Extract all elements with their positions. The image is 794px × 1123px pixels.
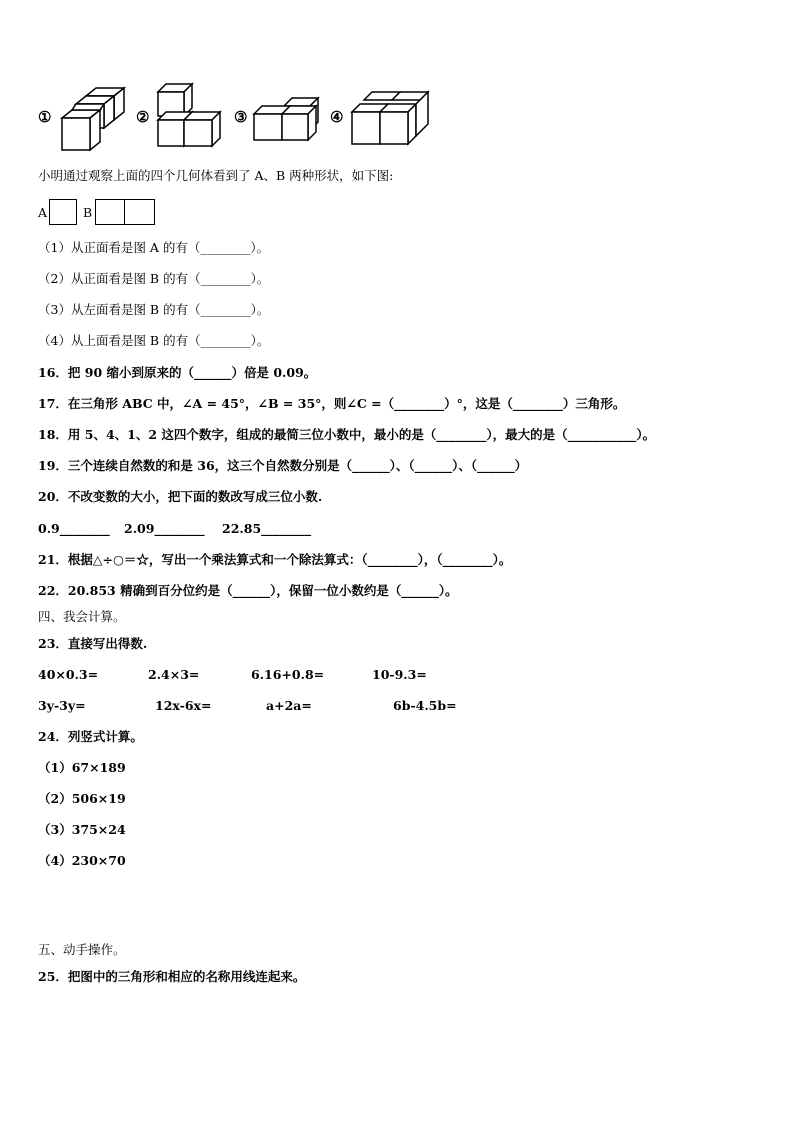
figure-label-4: ④: [330, 108, 344, 126]
q24-item-4: （4）230×70: [38, 853, 126, 868]
q23-r2-c3: a+2a=: [266, 698, 312, 713]
shape-b-square-right: [125, 199, 155, 225]
sub-question-3: （3）从左面看是图 B 的有（________）。: [38, 302, 270, 317]
question-24: 24．列竖式计算。: [38, 729, 143, 744]
q23-r1-c1: 40×0.3=: [38, 667, 99, 682]
q24-item-1: （1）67×189: [38, 760, 126, 775]
q23-r1-c4: 10-9.3=: [372, 667, 427, 682]
shape-a-square: [49, 199, 77, 225]
section-5-heading: 五、动手操作。: [38, 942, 126, 957]
q23-r2-c4: 6b-4.5b=: [393, 698, 457, 713]
q23-r2-c1: 3y-3y=: [38, 698, 86, 713]
question-20: 20．不改变数的大小，把下面的数改写成三位小数.: [38, 489, 323, 504]
figure-1-cubes: [58, 82, 130, 154]
shape-a-label: A: [38, 204, 48, 220]
q23-r1-c3: 6.16+0.8=: [251, 667, 325, 682]
question-21: 21．根据△÷○＝☆，写出一个乘法算式和一个除法算式：（________），（________）。: [38, 552, 512, 567]
q20-item-2: 2.09________: [124, 521, 205, 536]
question-17: 17．在三角形 ABC 中，∠A = 45°，∠B = 35°，则∠C =（________）°，这是（________）三角形。: [38, 396, 626, 411]
figure-label-2: ②: [136, 108, 150, 126]
question-19: 19．三个连续自然数的和是 36，这三个自然数分别是（______）、（______）、（______）: [38, 458, 528, 473]
q23-r2-c2: 12x-6x=: [155, 698, 212, 713]
figure-label-1: ①: [38, 108, 52, 126]
figure-2-cubes: [156, 82, 228, 154]
intro-text: 小明通过观察上面的四个几何体看到了 A、B 两种形状，如下图:: [38, 168, 394, 183]
shape-b-label: B: [83, 204, 93, 220]
sub-question-1: （1）从正面看是图 A 的有（________）。: [38, 240, 270, 255]
sub-question-4: （4）从上面看是图 B 的有（________）。: [38, 333, 270, 348]
shape-ab-row: [38, 198, 155, 226]
solid-figures: [38, 82, 438, 154]
question-23: 23．直接写出得数.: [38, 636, 148, 651]
sub-question-2: （2）从正面看是图 B 的有（________）。: [38, 271, 270, 286]
shape-b-square-left: [95, 199, 125, 225]
q23-r1-c2: 2.4×3=: [148, 667, 200, 682]
figure-4-cubes: [350, 82, 430, 154]
q24-item-2: （2）506×19: [38, 791, 126, 806]
figure-3-cubes: [252, 82, 324, 154]
q20-item-1: 0.9________: [38, 521, 110, 536]
question-18: 18．用 5、4、1、2 这四个数字，组成的最简三位小数中，最小的是（________），最大的是（___________）。: [38, 427, 656, 442]
q24-item-3: （3）375×24: [38, 822, 126, 837]
question-16: 16．把 90 缩小到原来的（______）倍是 0.09。: [38, 365, 317, 380]
q20-item-3: 22.85________: [222, 521, 312, 536]
question-25: 25．把图中的三角形和相应的名称用线连起来。: [38, 969, 306, 984]
section-4-heading: 四、我会计算。: [38, 609, 126, 624]
figure-label-3: ③: [234, 108, 248, 126]
question-22: 22．20.853 精确到百分位约是（______），保留一位小数约是（______）。: [38, 583, 458, 598]
